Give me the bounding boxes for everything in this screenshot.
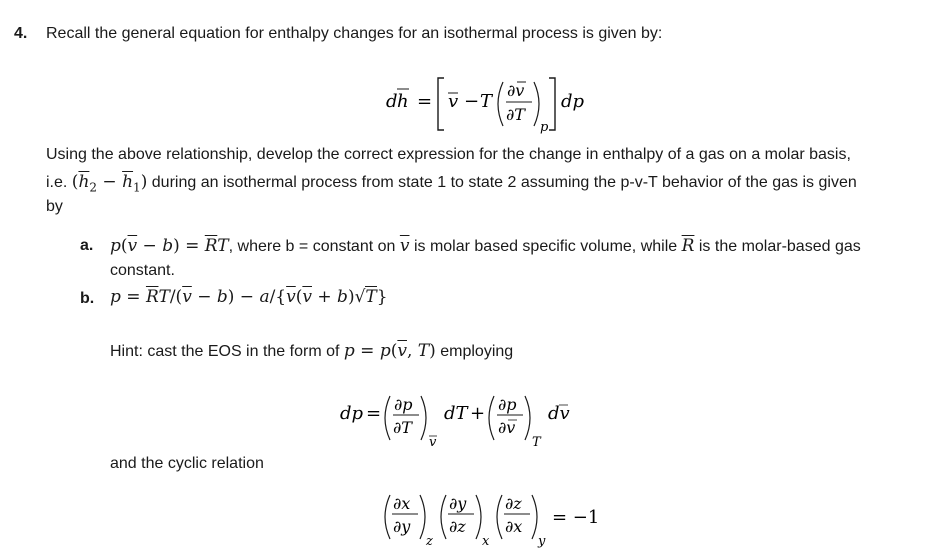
svg-text:∂x: ∂x — [393, 494, 411, 513]
ie-prefix: i.e. — [46, 174, 68, 191]
svg-text:∂p: ∂p — [394, 395, 413, 414]
svg-text:∂T: ∂T — [393, 418, 412, 437]
svg-text:∂v: ∂v — [507, 81, 525, 100]
svg-text:=: = — [417, 91, 433, 112]
item-a-line-1: $p(\overline{v} - b) = \overline{R}T$, where b = constant on $\overline{v}$ is molar based specific volume, while $\overline{R}$ is the molar-based gas — [110, 236, 861, 256]
svg-text:T: T — [480, 91, 493, 112]
svg-text:= −1: = −1 — [552, 507, 600, 528]
svg-text:y: y — [538, 534, 546, 549]
cyclic-equation — [380, 487, 610, 555]
svg-text:z: z — [426, 534, 433, 549]
svg-text:T: T — [532, 435, 541, 450]
svg-text:v: v — [448, 91, 459, 112]
svg-text:v: v — [429, 435, 437, 450]
svg-text:dv: dv — [548, 403, 570, 424]
enthalpy-equation — [380, 68, 600, 138]
item-a-line-2: constant. — [110, 262, 175, 279]
svg-text:∂T: ∂T — [506, 105, 525, 124]
problem-intro: Recall the general equation for enthalpy changes for an isothermal process is given by: — [46, 25, 663, 42]
svg-text:∂z: ∂z — [505, 494, 522, 513]
item-b-label: b. — [80, 290, 95, 307]
item-a-mid2: is molar based specific volume, while — [413, 238, 678, 255]
dp-equation — [334, 384, 584, 454]
svg-text:∂y: ∂y — [393, 517, 411, 536]
svg-text:x: x — [482, 534, 490, 549]
paragraph-line-2 — [46, 172, 857, 194]
svg-text:dT: dT — [444, 403, 468, 424]
svg-text:∂x: ∂x — [505, 517, 523, 536]
h-difference-expression: $(\overline{h}_2 - \overline{h}_1)$ — [71, 172, 148, 195]
item-a-mid: , where b = constant on — [228, 238, 396, 255]
cyclic-relation-label: and the cyclic relation — [110, 455, 264, 472]
para-suffix: during an isothermal process from state 1 to state 2 assuming the p-v-T behavior of the gas is given — [151, 174, 857, 191]
item-b-equation: $p = \overline{R}T/(\overline{v} - b) - a/\{\overline{v}(\overline{v} + b)√T\}$ — [110, 287, 388, 307]
hint-prefix: Hint: cast the EOS in the form of — [110, 343, 340, 360]
svg-text:=: = — [366, 403, 382, 424]
problem-number: 4. — [14, 25, 28, 42]
svg-text:dp: dp — [340, 403, 364, 424]
svg-text:p: p — [540, 120, 549, 135]
svg-text:h: h — [397, 91, 409, 112]
paragraph-line-1: Using the above relationship, develop the correct expression for the change in enthalpy of a gas on a molar basis, — [46, 146, 851, 163]
hint-line: Hint: cast the EOS in the form of $p = p(\overline{v}$, T) employing — [110, 341, 514, 361]
item-a-label: a. — [80, 237, 94, 254]
svg-text:∂y: ∂y — [449, 494, 467, 513]
svg-text:−: − — [464, 91, 480, 112]
svg-text:∂p: ∂p — [498, 395, 517, 414]
svg-text:∂z: ∂z — [449, 517, 466, 536]
item-a-end: is the molar-based gas — [698, 238, 861, 255]
hint-suffix: employing — [440, 343, 514, 360]
svg-text:+: + — [470, 403, 486, 424]
paragraph-line-3: by — [46, 198, 63, 215]
svg-text:∂v: ∂v — [498, 418, 516, 437]
svg-text:d: d — [386, 91, 398, 112]
svg-text:dp: dp — [561, 91, 585, 112]
